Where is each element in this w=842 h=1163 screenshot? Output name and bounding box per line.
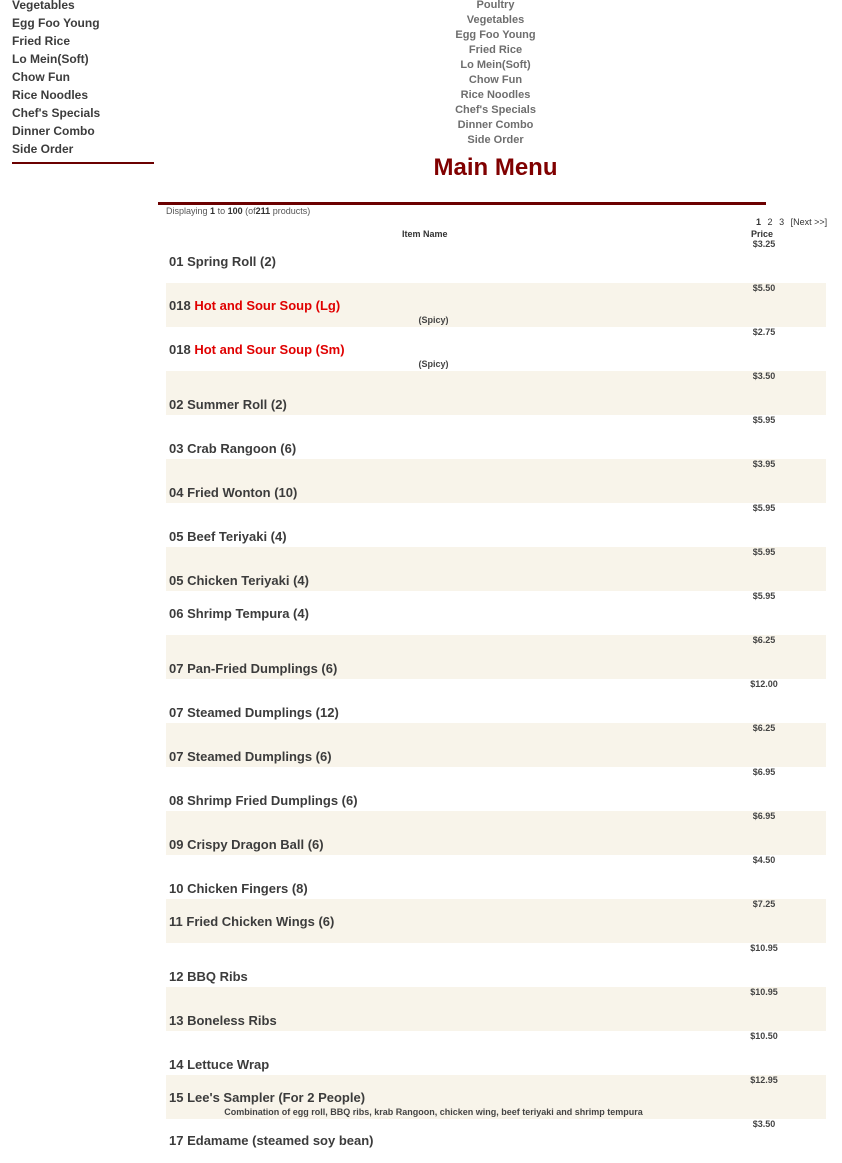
title-divider bbox=[158, 202, 766, 205]
product-name bbox=[169, 749, 332, 764]
product-code: 05 bbox=[169, 529, 184, 544]
product-price: $3.50 bbox=[752, 1119, 776, 1129]
product-price: $10.50 bbox=[750, 1031, 778, 1041]
category-link-lo-mein[interactable]: Lo Mein(Soft) bbox=[460, 59, 531, 71]
product-code: 03 bbox=[169, 441, 184, 456]
product-code: 02 bbox=[169, 397, 184, 412]
category-link-chow-fun[interactable]: Chow Fun bbox=[468, 74, 523, 86]
product-price: $12.95 bbox=[750, 1075, 778, 1085]
product-name bbox=[169, 881, 308, 896]
product-link[interactable]: BBQ Ribs bbox=[187, 969, 248, 984]
product-row bbox=[166, 547, 826, 591]
product-price: $5.95 bbox=[752, 547, 776, 557]
product-code: 13 bbox=[169, 1013, 184, 1028]
product-link[interactable]: Crispy Dragon Ball (6) bbox=[187, 837, 324, 852]
product-code: 07 bbox=[169, 661, 184, 676]
category-link-poultry[interactable]: Poultry bbox=[476, 0, 515, 11]
product-price: $3.95 bbox=[752, 459, 776, 469]
product-link[interactable]: Lee's Sampler (For 2 People) bbox=[187, 1090, 366, 1105]
product-row bbox=[166, 591, 826, 635]
count-from: 1 bbox=[210, 206, 216, 216]
product-link[interactable]: Chicken Teriyaki (4) bbox=[187, 573, 309, 588]
product-price: $6.25 bbox=[752, 635, 776, 645]
product-price: $5.50 bbox=[752, 283, 776, 293]
page-title: Main Menu bbox=[433, 154, 558, 181]
product-price: $5.95 bbox=[752, 503, 776, 513]
product-count bbox=[166, 206, 310, 216]
product-link[interactable]: Hot and Sour Soup (Sm) bbox=[194, 342, 345, 357]
product-price: $4.50 bbox=[752, 855, 776, 865]
product-name bbox=[169, 606, 309, 621]
product-name bbox=[169, 573, 309, 588]
product-row bbox=[166, 459, 826, 503]
product-row bbox=[166, 283, 826, 327]
product-row bbox=[166, 723, 826, 767]
product-price: $10.95 bbox=[750, 943, 778, 953]
product-name bbox=[169, 661, 337, 676]
product-row bbox=[166, 987, 826, 1031]
product-name bbox=[169, 914, 334, 929]
product-code: 018 bbox=[169, 298, 191, 313]
product-name bbox=[169, 529, 287, 544]
product-price: $5.95 bbox=[752, 591, 776, 601]
product-code: 06 bbox=[169, 606, 184, 621]
category-link-chefs-specials[interactable]: Chef's Specials bbox=[455, 104, 536, 116]
product-price: $10.95 bbox=[750, 987, 778, 997]
product-row bbox=[166, 811, 826, 855]
product-price: $5.95 bbox=[752, 415, 776, 425]
product-link[interactable]: Chicken Fingers (8) bbox=[187, 881, 308, 896]
product-name bbox=[169, 485, 297, 500]
product-name bbox=[169, 397, 287, 412]
product-link[interactable]: Boneless Ribs bbox=[187, 1013, 277, 1028]
product-row bbox=[166, 1031, 826, 1075]
column-header-price: Price bbox=[751, 229, 774, 239]
product-link[interactable]: Fried Wonton (10) bbox=[187, 485, 298, 500]
count-suffix: products) bbox=[272, 206, 311, 216]
category-link-dinner-combo[interactable]: Dinner Combo bbox=[457, 119, 534, 131]
product-code: 08 bbox=[169, 793, 184, 808]
product-row bbox=[166, 327, 826, 371]
sidebar-item-vegetables[interactable]: Vegetables bbox=[12, 0, 75, 12]
sidebar-item-rice-noodles[interactable]: Rice Noodles bbox=[12, 88, 89, 102]
page-link-1: 1 bbox=[756, 217, 762, 227]
count-total: 211 bbox=[255, 206, 271, 216]
sidebar-item-chow-fun[interactable]: Chow Fun bbox=[12, 70, 70, 84]
product-row bbox=[166, 371, 826, 415]
column-header-item-name: Item Name bbox=[402, 229, 448, 239]
product-price: $3.25 bbox=[752, 239, 776, 249]
product-name bbox=[169, 793, 358, 808]
count-to-word: to bbox=[217, 206, 226, 216]
product-row bbox=[166, 679, 826, 723]
product-name bbox=[169, 342, 345, 357]
product-link[interactable]: Spring Roll (2) bbox=[187, 254, 276, 269]
product-row bbox=[166, 1119, 826, 1163]
category-link-fried-rice[interactable]: Fried Rice bbox=[468, 44, 523, 56]
product-link[interactable]: Fried Chicken Wings (6) bbox=[186, 914, 335, 929]
product-code: 12 bbox=[169, 969, 184, 984]
product-note: (Spicy) bbox=[418, 315, 449, 325]
product-link[interactable]: Edamame (steamed soy bean) bbox=[187, 1133, 374, 1148]
product-link[interactable]: Crab Rangoon (6) bbox=[187, 441, 297, 456]
product-link[interactable]: Steamed Dumplings (12) bbox=[187, 705, 339, 720]
sidebar-item-fried-rice[interactable]: Fried Rice bbox=[12, 34, 71, 48]
product-link[interactable]: Shrimp Fried Dumplings (6) bbox=[187, 793, 358, 808]
sidebar-item-lo-mein[interactable]: Lo Mein(Soft) bbox=[12, 52, 89, 66]
product-name bbox=[169, 1013, 277, 1028]
product-link[interactable]: Steamed Dumplings (6) bbox=[187, 749, 332, 764]
product-note: Combination of egg roll, BBQ ribs, krab Rangoon, chicken wing, beef teriyaki and shrimp tempura bbox=[224, 1107, 643, 1117]
product-price: $3.50 bbox=[752, 371, 776, 381]
product-code: 10 bbox=[169, 881, 184, 896]
category-link-side-order[interactable]: Side Order bbox=[467, 134, 524, 146]
product-row bbox=[166, 1075, 826, 1119]
product-price: $6.95 bbox=[752, 811, 776, 821]
product-name bbox=[169, 1090, 365, 1105]
product-price: $7.25 bbox=[752, 899, 776, 909]
count-of-prefix: (of bbox=[245, 206, 256, 216]
product-code: 09 bbox=[169, 837, 184, 852]
count-to: 100 bbox=[227, 206, 243, 216]
product-price: $6.25 bbox=[752, 723, 776, 733]
sidebar-divider bbox=[12, 162, 154, 164]
product-price: $6.95 bbox=[752, 767, 776, 777]
sidebar-item-side-order[interactable]: Side Order bbox=[12, 142, 74, 156]
category-link-egg-foo-young[interactable]: Egg Foo Young bbox=[455, 29, 536, 41]
product-row bbox=[166, 855, 826, 899]
product-link[interactable]: Hot and Sour Soup (Lg) bbox=[194, 298, 341, 313]
product-code: 018 bbox=[169, 342, 191, 357]
product-name bbox=[169, 837, 324, 852]
product-name bbox=[169, 969, 248, 984]
product-code: 11 bbox=[169, 914, 183, 929]
sidebar-item-egg-foo-young[interactable]: Egg Foo Young bbox=[12, 16, 100, 30]
product-name bbox=[169, 298, 340, 313]
product-link[interactable]: Lettuce Wrap bbox=[187, 1057, 270, 1072]
product-code: 05 bbox=[169, 573, 184, 588]
product-row bbox=[166, 635, 826, 679]
product-row bbox=[166, 239, 826, 283]
product-code: 15 bbox=[169, 1090, 184, 1105]
product-name bbox=[169, 705, 339, 720]
category-link-vegetables[interactable]: Vegetables bbox=[466, 14, 525, 26]
next-page-link[interactable]: [Next >>] bbox=[790, 217, 828, 227]
page-link-2[interactable]: 2 bbox=[767, 217, 773, 227]
product-row bbox=[166, 899, 826, 943]
product-name bbox=[169, 441, 296, 456]
pagination bbox=[756, 217, 831, 227]
count-prefix: Displaying bbox=[166, 206, 208, 216]
product-code: 07 bbox=[169, 749, 184, 764]
page-link-3[interactable]: 3 bbox=[779, 217, 785, 227]
sidebar-item-dinner-combo[interactable]: Dinner Combo bbox=[12, 124, 95, 138]
product-price: $2.75 bbox=[752, 327, 776, 337]
product-code: 17 bbox=[169, 1133, 184, 1148]
product-price: $12.00 bbox=[750, 679, 778, 689]
product-row bbox=[166, 415, 826, 459]
product-code: 07 bbox=[169, 705, 184, 720]
product-code: 04 bbox=[169, 485, 184, 500]
product-name bbox=[169, 254, 276, 269]
product-link[interactable]: Summer Roll (2) bbox=[187, 397, 287, 412]
product-code: 01 bbox=[169, 254, 184, 269]
product-note: (Spicy) bbox=[418, 359, 449, 369]
category-links bbox=[395, 0, 596, 148]
product-name bbox=[169, 1057, 269, 1072]
product-row bbox=[166, 767, 826, 811]
category-link-rice-noodles[interactable]: Rice Noodles bbox=[460, 89, 531, 101]
product-row bbox=[166, 503, 826, 547]
product-link[interactable]: Shrimp Tempura (4) bbox=[187, 606, 309, 621]
product-link[interactable]: Beef Teriyaki (4) bbox=[187, 529, 287, 544]
sidebar-category-list bbox=[12, 0, 154, 158]
product-code: 14 bbox=[169, 1057, 184, 1072]
product-row bbox=[166, 943, 826, 987]
sidebar-item-chefs-specials[interactable]: Chef's Specials bbox=[12, 106, 101, 120]
product-link[interactable]: Pan-Fried Dumplings (6) bbox=[187, 661, 338, 676]
